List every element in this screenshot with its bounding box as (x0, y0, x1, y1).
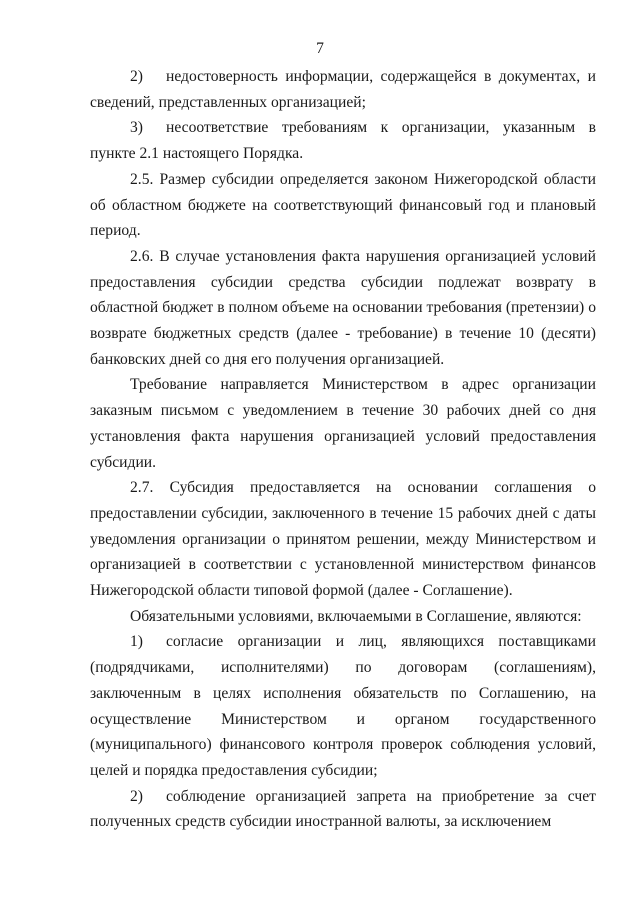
paragraph (90, 64, 596, 115)
paragraph-text: несоответствие требованиям к организации, указанным в пункте 2.1 настоящего Порядка. (90, 119, 596, 163)
paragraph (90, 475, 596, 604)
list-number: 3) (130, 119, 143, 137)
paragraph (90, 604, 596, 630)
paragraph (90, 629, 596, 783)
paragraph (90, 784, 596, 835)
page-number: 7 (316, 40, 324, 57)
paragraph-text: 2.7. Субсидия предоставляется на основании соглашения о предоставлении субсидии, заключенного в течение 15 рабочих дней с даты уведомления организации о принятом решении, между Министерством и организацией в соответствии с установленной министерством финансов Нижегородской области типовой формой (далее - Соглашение). (90, 479, 596, 600)
list-number: 2) (130, 68, 143, 85)
paragraph-text: 2.5. Размер субсидии определяется законом Нижегородской области об областном бюджете на соответствующий финансовый год и плановый период. (90, 170, 596, 240)
paragraph-text: Требование направляется Министерством в адрес организации заказным письмом с уведомлением в течение 30 рабочих дней со дня установления факта нарушения организацией условий предоставления субсидии. (90, 376, 596, 471)
paragraph-text: соблюдение организацией запрета на приобретение за счет полученных средств субсидии иностранной валюты, за исключением (90, 787, 596, 831)
paragraph-text: Обязательными условиями, включаемыми в Соглашение, являются: (130, 607, 582, 625)
list-number: 2) (130, 787, 143, 805)
paragraph (90, 167, 596, 244)
paragraph-text: согласие организации и лиц, являющихся поставщиками (подрядчиками, исполнителями) по договорам (соглашениям), заключенным в целях исполнения обязательств по Соглашению, на осуществление Министерством и органом государственного (муниципального) финансового контроля проверок соблюдения условий, целей и порядка предоставления субсидии; (90, 633, 596, 779)
paragraph (90, 372, 596, 475)
document-body (90, 64, 596, 835)
paragraph-text: 2.6. В случае установления факта нарушения организацией условий предоставления субсидии средства субсидии подлежат возврату в областной бюджет в полном объеме на основании требования (претензии) о возврате бюджетных средств (далее - требование) в течение 10 (десяти) банковских дней со дня его получения организацией. (90, 247, 596, 368)
list-number: 1) (130, 633, 143, 651)
paragraph (90, 244, 596, 373)
paragraph (90, 115, 596, 166)
paragraph-text: недостоверность информации, содержащейся в документах, и сведений, представленных организацией; (90, 68, 596, 111)
